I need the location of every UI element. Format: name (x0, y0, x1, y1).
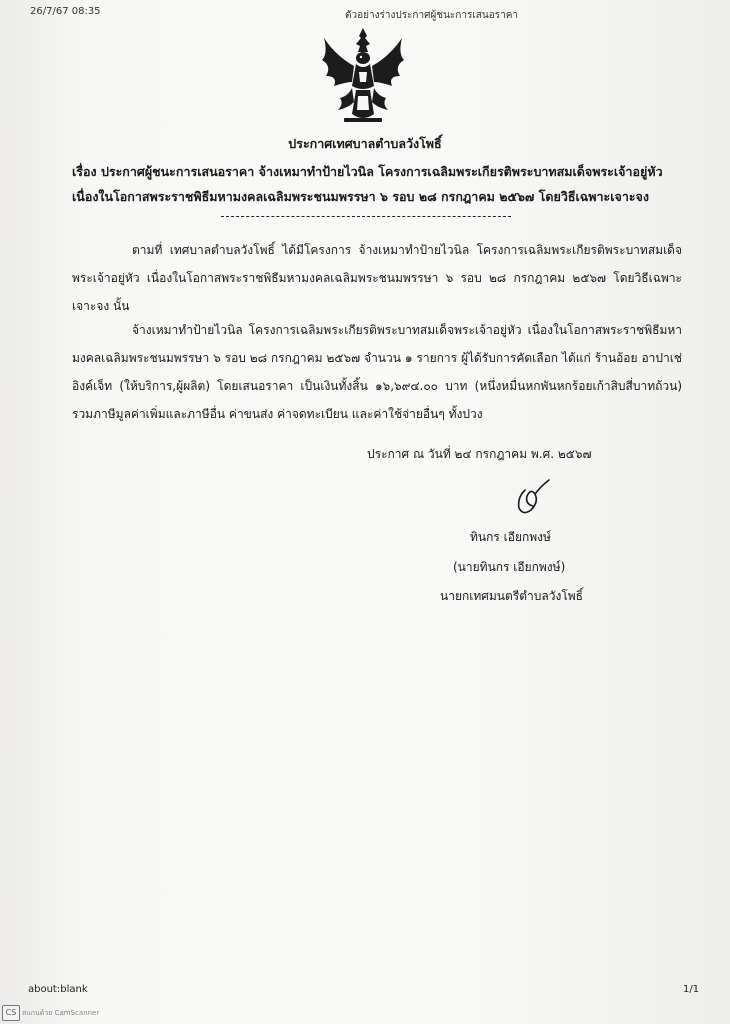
body-paragraph-1: ตามที่ เทศบาลตำบลวังโพธิ์ ได้มีโครงการ จ้างเหมาทำป้ายไวนิล โครงการเฉลิมพระเกียรติพระบาทสมเด็จพระเจ้าอยู่หัว เนื่องในโอกาสพระราชพิธีมหามงคลเฉลิมพระชนมพรรษา ๖ รอบ ๒๘ กรกฎาคม ๒๕๖๗ โดยวิธีเฉพาะเจาะจง นั้น (72, 243, 682, 313)
announcement-title: ประกาศเทศบาลตำบลวังโพธิ์ (288, 136, 442, 151)
camscanner-logo-icon: CS (2, 1005, 20, 1021)
signatory-position: นายกเทศมนตรีตำบลวังโพธิ์ (440, 589, 583, 603)
signatory-full-name: (นายทินกร เอียกพงษ์) (453, 560, 566, 574)
subject-line-1: เรื่อง ประกาศผู้ชนะการเสนอราคา จ้างเหมาทำป้ายไวนิล โครงการเฉลิมพระเกียรติพระบาทสมเด็จพระเจ้าอยู่หัว (72, 164, 663, 179)
print-page-number: 1/1 (683, 984, 700, 995)
body-paragraph-2: จ้างเหมาทำป้ายไวนิล โครงการเฉลิมพระเกียรติพระบาทสมเด็จพระเจ้าอยู่หัว เนื่องในโอกาสพระราชพิธีมหามงคลเฉลิมพระชนมพรรษา ๖ รอบ ๒๘ กรกฎาคม ๒๕๖๗ จำนวน ๑ รายการ ผู้ได้รับการคัดเลือก ได้แก่ ร้านอ้อย อาปาเช่ อิงค์เจ็ท (ให้บริการ,ผู้ผลิต) โดยเสนอราคา เป็นเงินทั้งสิ้น ๑๖,๖๙๔.๐๐ บาท (หนึ่งหมื่นหกพันหกร้อยเก้าสิบสี่บาทถ้วน) รวมภาษีมูลค่าเพิ่มและภาษีอื่น ค่าขนส่ง ค่าจดทะเบียน และค่าใช้จ่ายอื่นๆ ทั้งปวง (72, 323, 682, 421)
subject-line-2: เนื่องในโอกาสพระราชพิธีมหามงคลเฉลิมพระชนมพรรษา ๖ รอบ ๒๘ กรกฎาคม ๒๕๖๗ โดยวิธีเฉพาะเจาะจง (72, 189, 649, 204)
signatory-name: ทินกร เอียกพงษ์ (470, 530, 551, 544)
camscanner-watermark: สแกนด้วย CamScanner (22, 1009, 100, 1017)
print-datetime: 26/7/67 08:35 (30, 6, 101, 17)
announcement-subject (72, 159, 692, 209)
announcement-date: ประกาศ ณ วันที่ ๒๔ กรกฎาคม พ.ศ. ๒๕๖๗ (367, 447, 592, 461)
print-footer-url: about:blank (28, 984, 88, 995)
dashed-divider (221, 216, 511, 217)
print-header-title: ตัวอย่างร่างประกาศผู้ชนะการเสนอราคา (345, 10, 518, 21)
handwritten-signature-icon (505, 478, 555, 520)
garuda-emblem-icon (318, 26, 408, 126)
